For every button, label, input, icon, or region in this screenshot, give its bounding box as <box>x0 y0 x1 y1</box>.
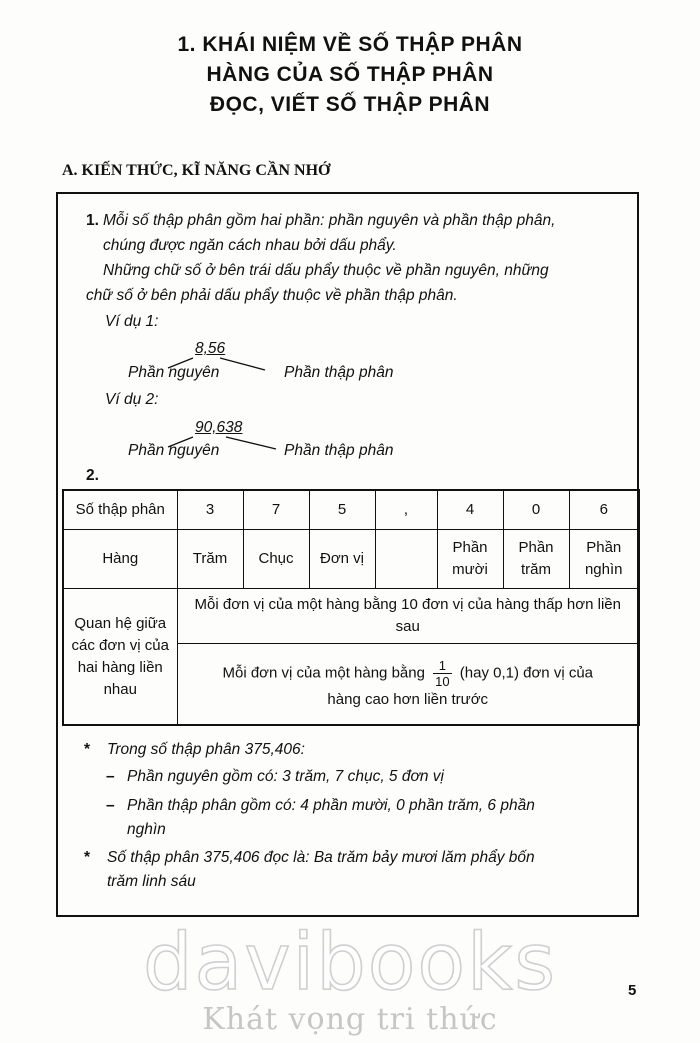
fraction-numerator: 1 <box>433 658 451 674</box>
table-cell: Chục <box>243 530 309 589</box>
note-1-text: Trong số thập phân 375,406: <box>107 741 305 758</box>
table-cell: Phần mười <box>437 530 503 589</box>
watermark-tagline: Khát vọng tri thức <box>202 1002 498 1037</box>
point-2-number: 2. <box>86 467 99 484</box>
table-row-relation-a <box>63 589 639 644</box>
table-cell: Phần nghìn <box>569 530 639 589</box>
example-1-integer-part-label: Phần nguyên <box>128 364 220 381</box>
table-cell: , <box>375 490 437 530</box>
note-1b-dash: – <box>106 797 115 814</box>
example-1-decimal-part-label: Phần thập phân <box>284 364 394 381</box>
title-line-2: HÀNG CỦA SỐ THẬP PHÂN <box>206 63 494 86</box>
example-1-number: 8,56 <box>195 340 226 357</box>
table-row-decimal-number <box>63 490 639 530</box>
page-number: 5 <box>628 982 637 999</box>
note-1b-line-1: Phần thập phân gồm có: 4 phần mười, 0 phần trăm, 6 phần <box>127 797 535 814</box>
note-2-line-2: trăm linh sáu <box>107 873 196 890</box>
example-2-number: 90,638 <box>195 419 243 436</box>
example-2-integer-part-label: Phần nguyên <box>128 442 220 459</box>
note-1a-text: Phần nguyên gồm có: 3 trăm, 7 chục, 5 đơn vị <box>127 768 444 785</box>
point-1-number: 1. <box>86 212 99 229</box>
example-2-label: Ví dụ 2: <box>105 391 159 408</box>
note-2-bullet: * <box>84 849 91 866</box>
note-1a-dash: – <box>106 768 115 785</box>
relation-b-line-2: hàng cao hơn liền trước <box>327 690 489 708</box>
point-1-line-4: chữ số ở bên phải dấu phẩy thuộc về phần thập phân. <box>86 287 458 304</box>
table-cell: Phần trăm <box>503 530 569 589</box>
relation-a-cell: Mỗi đơn vị của một hàng bằng 10 đơn vị của hàng thấp hơn liền sau <box>177 589 639 644</box>
table-cell: Hàng <box>63 530 177 589</box>
relation-b-cell <box>177 644 639 726</box>
note-2-line-1: Số thập phân 375,406 đọc là: Ba trăm bảy mươi lăm phẩy bốn <box>107 849 535 866</box>
table-cell: Trăm <box>177 530 243 589</box>
relation-b-prefix: Mỗi đơn vị của một hàng bằng <box>222 663 425 681</box>
example-2-decimal-part-label: Phần thập phân <box>284 442 394 459</box>
point-1-line-3: Những chữ số ở bên trái dấu phẩy thuộc về phần nguyên, những <box>103 262 549 279</box>
table-cell: 4 <box>437 490 503 530</box>
table-cell: 7 <box>243 490 309 530</box>
example-1-label: Ví dụ 1: <box>105 313 159 330</box>
note-1-bullet: * <box>84 741 91 758</box>
table-cell: 6 <box>569 490 639 530</box>
table-cell: 5 <box>309 490 375 530</box>
table-cell: 0 <box>503 490 569 530</box>
point-1-line-2: chúng được ngăn cách nhau bởi dấu phẩy. <box>103 237 397 254</box>
fraction-denominator: 10 <box>435 673 450 689</box>
note-1b-line-2: nghìn <box>127 821 166 838</box>
table-cell <box>375 530 437 589</box>
relation-b-suffix: (hay 0,1) đơn vị của <box>459 663 594 681</box>
section-heading: A. KIẾN THỨC, KĨ NĂNG CẦN NHỚ <box>62 162 331 179</box>
table-row-place <box>63 530 639 589</box>
relation-header-cell: Quan hệ giữa các đơn vị của hai hàng liền nhau <box>63 589 177 726</box>
watermark-logo: davibooks <box>143 918 557 1008</box>
fraction-one-tenth <box>433 658 451 689</box>
table-cell: Đơn vị <box>309 530 375 589</box>
title-line-1: 1. KHÁI NIỆM VỀ SỐ THẬP PHÂN <box>177 33 523 56</box>
table-cell: 3 <box>177 490 243 530</box>
title-line-3: ĐỌC, VIẾT SỐ THẬP PHÂN <box>209 93 491 116</box>
table-cell: Số thập phân <box>63 490 177 530</box>
point-1-line-1: Mỗi số thập phân gồm hai phần: phần nguyên và phần thập phân, <box>103 212 556 229</box>
place-value-table <box>62 489 640 726</box>
